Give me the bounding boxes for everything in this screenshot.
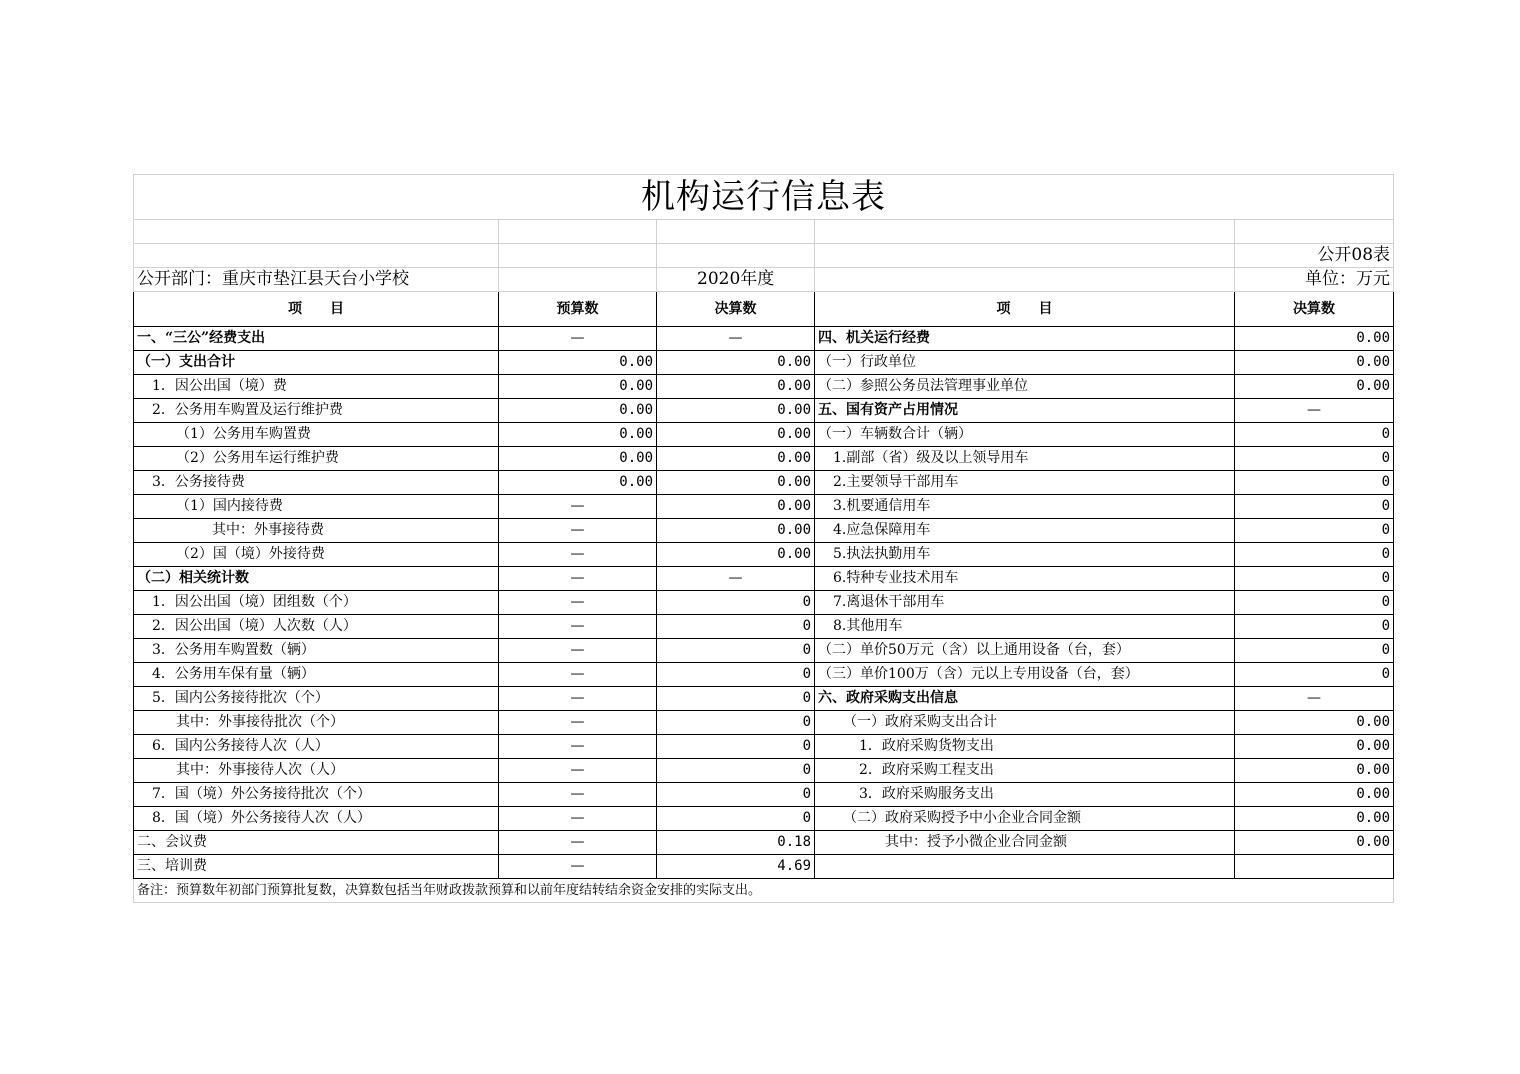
row-budget-value: — <box>499 783 657 807</box>
row-item-label: 6．国内公务接待人次（人） <box>134 735 499 759</box>
footnote: 备注：预算数年初部门预算批复数，决算数包括当年财政拨款预算和以前年度结转结余资金安排的实际支出。 <box>134 879 1394 903</box>
row-item-label: 其中：外事接待批次（个） <box>134 711 499 735</box>
row-final-value: 0 <box>657 711 815 735</box>
row-final-value: 0.00 <box>657 471 815 495</box>
row-final-value: 0 <box>657 591 815 615</box>
row-final-value-right: 0 <box>1235 567 1394 591</box>
row-item-label: 3．公务用车购置数（辆） <box>134 639 499 663</box>
table-row <box>134 399 1394 423</box>
row-item-label-right: （一）行政单位 <box>815 351 1235 375</box>
department-label: 公开部门：重庆市垫江县天台小学校 <box>134 268 499 292</box>
page-title: 机构运行信息表 <box>134 175 1394 220</box>
row-item-label-right: 4.应急保障用车 <box>815 519 1235 543</box>
row-budget-value: — <box>499 567 657 591</box>
row-final-value-right: 0 <box>1235 639 1394 663</box>
row-item-label-right: （二）政府采购授予中小企业合同金额 <box>815 807 1235 831</box>
row-budget-value: — <box>499 807 657 831</box>
row-item-label: 5．国内公务接待批次（个） <box>134 687 499 711</box>
row-final-value-right: 0 <box>1235 519 1394 543</box>
row-final-value-right: — <box>1235 687 1394 711</box>
row-item-label: 8．国（境）外公务接待人次（人） <box>134 807 499 831</box>
row-final-value: 0 <box>657 759 815 783</box>
row-final-value-right: 0 <box>1235 615 1394 639</box>
header-item-right: 项 目 <box>815 292 1235 327</box>
row-item-label: （一）支出合计 <box>134 351 499 375</box>
row-budget-value: — <box>499 327 657 351</box>
row-budget-value: 0.00 <box>499 471 657 495</box>
row-final-value: 0 <box>657 615 815 639</box>
row-budget-value: — <box>499 831 657 855</box>
row-item-label-right: 7.离退休干部用车 <box>815 591 1235 615</box>
row-budget-value: — <box>499 591 657 615</box>
table-row <box>134 615 1394 639</box>
row-budget-value: — <box>499 639 657 663</box>
table-row <box>134 495 1394 519</box>
table-row <box>134 543 1394 567</box>
row-final-value: 0 <box>657 735 815 759</box>
row-item-label-right: 2．政府采购工程支出 <box>815 759 1235 783</box>
row-item-label-right: 1．政府采购货物支出 <box>815 735 1235 759</box>
row-budget-value: 0.00 <box>499 351 657 375</box>
row-budget-value: — <box>499 711 657 735</box>
row-item-label: 3．公务接待费 <box>134 471 499 495</box>
row-final-value-right: 0.00 <box>1235 327 1394 351</box>
row-final-value-right: 0 <box>1235 663 1394 687</box>
row-budget-value: — <box>499 495 657 519</box>
row-final-value-right: 0 <box>1235 591 1394 615</box>
table-row <box>134 567 1394 591</box>
row-item-label-right: （三）单价100万（含）元以上专用设备（台，套） <box>815 663 1235 687</box>
row-final-value-right: 0.00 <box>1235 375 1394 399</box>
row-item-label-right <box>815 855 1235 879</box>
table-number: 公开08表 <box>1235 244 1394 268</box>
row-budget-value: 0.00 <box>499 375 657 399</box>
row-item-label: 7．国（境）外公务接待批次（个） <box>134 783 499 807</box>
row-final-value: 0.00 <box>657 351 815 375</box>
table-row <box>134 663 1394 687</box>
row-item-label-right: 其中：授予小微企业合同金额 <box>815 831 1235 855</box>
row-item-label: 1．因公出国（境）团组数（个） <box>134 591 499 615</box>
year-label: 2020年度 <box>657 268 815 292</box>
row-final-value: 0.00 <box>657 447 815 471</box>
row-budget-value: — <box>499 615 657 639</box>
header-final: 决算数 <box>657 292 815 327</box>
row-item-label-right: 3．政府采购服务支出 <box>815 783 1235 807</box>
row-final-value-right: 0 <box>1235 423 1394 447</box>
row-final-value: 0 <box>657 639 815 663</box>
row-final-value: 0 <box>657 663 815 687</box>
row-item-label: 4．公务用车保有量（辆） <box>134 663 499 687</box>
row-budget-value: 0.00 <box>499 447 657 471</box>
row-budget-value: — <box>499 663 657 687</box>
row-item-label: 2．因公出国（境）人次数（人） <box>134 615 499 639</box>
table-row <box>134 831 1394 855</box>
row-item-label-right: （一）车辆数合计（辆） <box>815 423 1235 447</box>
row-final-value-right <box>1235 855 1394 879</box>
row-final-value: 0 <box>657 807 815 831</box>
table-row <box>134 327 1394 351</box>
row-budget-value: — <box>499 543 657 567</box>
row-item-label: （二）相关统计数 <box>134 567 499 591</box>
row-item-label: （1）国内接待费 <box>134 495 499 519</box>
row-item-label: （2）国（境）外接待费 <box>134 543 499 567</box>
row-final-value: 0 <box>657 687 815 711</box>
row-item-label: 2．公务用车购置及运行维护费 <box>134 399 499 423</box>
row-item-label: 1．因公出国（境）费 <box>134 375 499 399</box>
row-item-label-right: 六、政府采购支出信息 <box>815 687 1235 711</box>
row-final-value-right: 0.00 <box>1235 807 1394 831</box>
table-row <box>134 351 1394 375</box>
row-item-label-right: 8.其他用车 <box>815 615 1235 639</box>
table-row <box>134 735 1394 759</box>
row-final-value-right: 0.00 <box>1235 735 1394 759</box>
row-final-value: — <box>657 327 815 351</box>
header-budget: 预算数 <box>499 292 657 327</box>
row-final-value: 4.69 <box>657 855 815 879</box>
row-final-value: 0.18 <box>657 831 815 855</box>
row-item-label-right: 3.机要通信用车 <box>815 495 1235 519</box>
row-final-value-right: — <box>1235 399 1394 423</box>
row-final-value-right: 0 <box>1235 495 1394 519</box>
row-final-value-right: 0.00 <box>1235 831 1394 855</box>
table-row <box>134 591 1394 615</box>
row-item-label-right: 1.副部（省）级及以上领导用车 <box>815 447 1235 471</box>
table-row <box>134 639 1394 663</box>
row-final-value: 0.00 <box>657 375 815 399</box>
table-row <box>134 783 1394 807</box>
table-row <box>134 855 1394 879</box>
report-sheet <box>133 174 1393 903</box>
row-item-label: （2）公务用车运行维护费 <box>134 447 499 471</box>
row-final-value-right: 0.00 <box>1235 759 1394 783</box>
row-final-value-right: 0.00 <box>1235 711 1394 735</box>
row-budget-value: — <box>499 855 657 879</box>
unit-label: 单位：万元 <box>1235 268 1394 292</box>
row-budget-value: — <box>499 759 657 783</box>
table-row <box>134 759 1394 783</box>
row-item-label: 二、会议费 <box>134 831 499 855</box>
row-item-label: 其中：外事接待人次（人） <box>134 759 499 783</box>
row-item-label: 三、培训费 <box>134 855 499 879</box>
table-row <box>134 471 1394 495</box>
table-row <box>134 423 1394 447</box>
row-final-value-right: 0.00 <box>1235 783 1394 807</box>
row-final-value-right: 0 <box>1235 471 1394 495</box>
header-final-right: 决算数 <box>1235 292 1394 327</box>
row-budget-value: 0.00 <box>499 423 657 447</box>
table-row <box>134 711 1394 735</box>
row-item-label-right: 5.执法执勤用车 <box>815 543 1235 567</box>
row-item-label-right: 五、国有资产占用情况 <box>815 399 1235 423</box>
row-final-value: 0 <box>657 783 815 807</box>
table-row <box>134 807 1394 831</box>
row-budget-value: — <box>499 519 657 543</box>
row-item-label: 一、“三公”经费支出 <box>134 327 499 351</box>
row-item-label: （1）公务用车购置费 <box>134 423 499 447</box>
table-row <box>134 447 1394 471</box>
row-final-value: 0.00 <box>657 399 815 423</box>
table-row <box>134 687 1394 711</box>
row-item-label-right: （二）单价50万元（含）以上通用设备（台，套） <box>815 639 1235 663</box>
row-final-value: — <box>657 567 815 591</box>
info-table <box>133 174 1394 903</box>
row-item-label-right: 四、机关运行经费 <box>815 327 1235 351</box>
row-item-label-right: 2.主要领导干部用车 <box>815 471 1235 495</box>
header-item: 项 目 <box>134 292 499 327</box>
row-item-label: 其中：外事接待费 <box>134 519 499 543</box>
row-budget-value: — <box>499 687 657 711</box>
row-final-value-right: 0 <box>1235 447 1394 471</box>
row-final-value-right: 0 <box>1235 543 1394 567</box>
row-final-value: 0.00 <box>657 519 815 543</box>
row-final-value: 0.00 <box>657 495 815 519</box>
table-row <box>134 375 1394 399</box>
row-budget-value: 0.00 <box>499 399 657 423</box>
row-budget-value: — <box>499 735 657 759</box>
row-final-value: 0.00 <box>657 423 815 447</box>
row-item-label-right: （一）政府采购支出合计 <box>815 711 1235 735</box>
table-row <box>134 519 1394 543</box>
row-final-value-right: 0.00 <box>1235 351 1394 375</box>
row-item-label-right: （二）参照公务员法管理事业单位 <box>815 375 1235 399</box>
row-final-value: 0.00 <box>657 543 815 567</box>
row-item-label-right: 6.特种专业技术用车 <box>815 567 1235 591</box>
